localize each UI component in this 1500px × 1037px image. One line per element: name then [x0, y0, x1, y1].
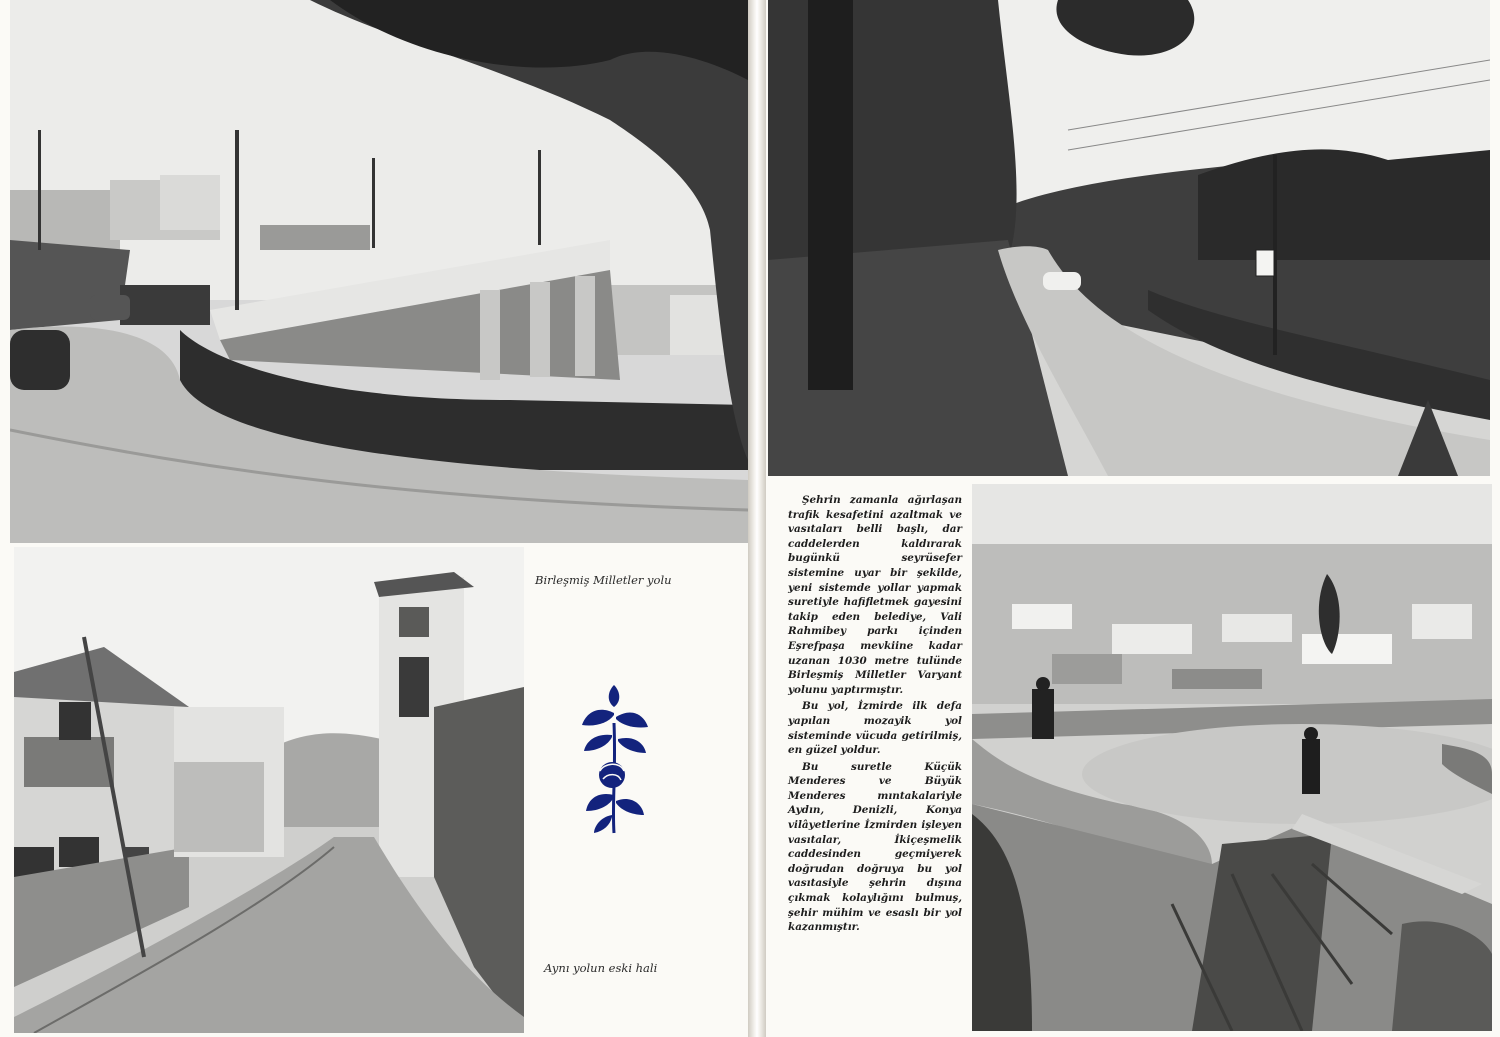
article-paragraph-2: Bu yol, İzmirde ilk defa yapılan mozayik yol sisteminde vücuda getirilmiş, en güzel yoldur.: [788, 700, 962, 757]
construction-viewpoint-photo: [972, 484, 1492, 1031]
article-paragraph-1: Şehrin zamanla ağırlaşan trafik kesafetini azaltmak ve vasıtaları belli başlı, dar caddelerden kaldırarak bugünkü seyrüsefer sistemine uyar bir şekilde, yeni sistemde yollar yapmak suretiyle hafifletmek gayesini takip eden belediye, Vali Rahmibey parkı içinden Eşrefpaşa mevkiine kadar uzanan 1030 metre tulünde Birleşmiş Milletler Varyant yolunu yaptırmıştır.: [788, 494, 962, 696]
new-road-curve-photo: [10, 0, 748, 543]
blue-rose-ornament: [578, 683, 650, 835]
tree-lined-road-photo: [768, 0, 1490, 476]
old-cobbled-street-photo: [14, 547, 524, 1033]
center-gutter: [748, 0, 766, 1037]
caption-old-road: Aynı yolun eski hali: [544, 961, 658, 975]
article-paragraph-3: Bu suretle Küçük Menderes ve Büyük Menderes mıntakalariyle Aydın, Denizli, Konya vilâyetlerine İzmirden işleyen vasıtalar, İkiçeşmelik caddesinden geçmiyerek doğrudan doğruya bu yol vasıtasiyle şehrin dışına çıkmak kolaylığını bulmuş, şehir mühim ve esaslı bir yol kazanmıştır.: [788, 760, 962, 934]
article-text: [788, 493, 962, 937]
caption-new-road: Birleşmiş Milletler yolu: [535, 573, 672, 587]
